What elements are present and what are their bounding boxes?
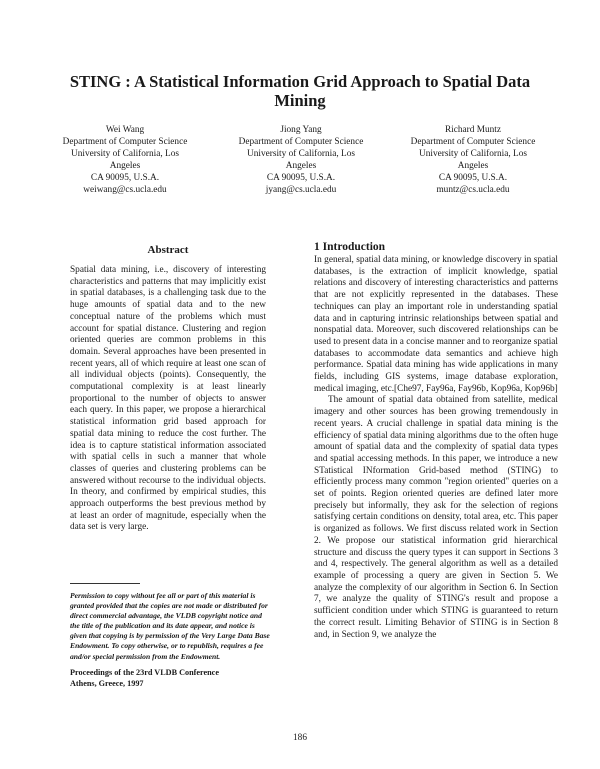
introduction-body — [314, 255, 558, 641]
footnote-divider — [70, 583, 140, 584]
proceedings-location: Athens, Greece, 1997 — [70, 679, 144, 688]
author-zip: CA 90095, U.S.A. — [438, 173, 508, 183]
author-department: Department of Computer Science — [238, 137, 364, 147]
author-city: Angeles — [457, 161, 489, 171]
author-university: University of California, Los — [71, 149, 179, 159]
author-department: Department of Computer Science — [62, 137, 188, 147]
paper-title: STING : A Statistical Information Grid Approach to Spatial Data Mining — [69, 72, 531, 110]
author-university: University of California, Los — [419, 149, 527, 159]
proceedings-info — [70, 667, 270, 689]
author-block-2 — [216, 124, 386, 196]
author-name: Jiong Yang — [280, 125, 322, 135]
page-number: 186 — [293, 733, 307, 743]
section-heading-introduction: 1 Introduction — [314, 241, 386, 253]
author-name: Wei Wang — [105, 125, 145, 135]
author-city: Angeles — [285, 161, 317, 171]
proceedings-line: Proceedings of the 23rd VLDB Conference — [70, 668, 219, 677]
author-email: muntz@cs.ucla.edu — [436, 185, 510, 195]
author-zip: CA 90095, U.S.A. — [266, 173, 336, 183]
author-block-3 — [388, 124, 558, 196]
author-email: weiwang@cs.ucla.edu — [83, 185, 167, 195]
author-zip: CA 90095, U.S.A. — [90, 173, 160, 183]
paragraph: In general, spatial data mining, or knowledge discovery in spatial databases, is the extraction of implicit knowledge, spatial relations and discovery of interesting characteristics and patterns that are not explicitly represented in the databases. These techniques can play an important role in understanding spatial data and in capturing intrinsic relationships between spatial and nonspatial data. Moreover, such discovered relationships can be used to present data in a concise manner and to reorganize spatial databases to accommodate data semantics and achieve high performance. Spatial data mining has wide applications in many fields, including GIS systems, image database exploration, medical imaging, etc.[Che97, Fay96a, Fay96b, Kop96a, Kop96b] — [314, 255, 558, 394]
author-university: University of California, Los — [247, 149, 355, 159]
permission-notice: Permission to copy without fee all or part of this material is granted provided that the copies are not made or distributed for direct commercial advantage, the VLDB copyright notice and the title of the publication and its date appear, and notice is given that copying is by permission of the Very Large Data Base Endowment. To copy otherwise, or to republish, requires a fee and/or special permission from the Endowment. — [70, 591, 270, 661]
author-block-1 — [40, 124, 210, 196]
author-email: jyang@cs.ucla.edu — [265, 185, 337, 195]
author-name: Richard Muntz — [444, 125, 502, 135]
abstract-heading: Abstract — [147, 244, 189, 256]
author-department: Department of Computer Science — [410, 137, 536, 147]
author-city: Angeles — [109, 161, 141, 171]
paragraph: The amount of spatial data obtained from satellite, medical imagery and other sources has been growing tremendously in recent years. A crucial challenge in spatial data mining is the efficiency of spatial data mining algorithms due to the often huge amount of spatial data and the complexity of spatial data types and spatial accessing methods. In this paper, we introduce a new STatistical INformation Grid-based method (STING) to efficiently process many common "region oriented" queries on a set of points. Region oriented queries are defined later more precisely but informally, they ask for the selection of regions satisfying certain conditions on density, total area, etc. This paper is organized as follows. We first discuss related work in Section 2. We propose our statistical information grid hierarchical structure and discuss the query types it can support in Sections 3 and 4, respectively. The general algorithm as well as a detailed example of processing a query are given in Section 5. We analyze the complexity of our algorithm in Section 6. In Section 7, we analyze the quality of STING's result and propose a sufficient condition under which STING is guaranteed to return the correct result. Limiting Behavior of STING is in Section 8 and, in Section 9, we analyze the — [314, 395, 558, 640]
abstract-text: Spatial data mining, i.e., discovery of interesting characteristics and patterns that may implicitly exist in spatial databases, is a challenging task due to the huge amounts of spatial data and to the new conceptual nature of the problems which must account for spatial distance. Clustering and region oriented queries are common problems in this domain. Several approaches have been presented in recent years, all of which require at least one scan of all individual objects (points). Consequently, the computational complexity is at least linearly proportional to the number of objects to answer each query. In this paper, we propose a hierarchical statistical information grid based approach for spatial data mining to reduce the cost further. The idea is to capture statistical information associated with spatial cells in such a manner that whole classes of queries and clustering problems can be answered without recourse to the individual objects. In theory, and confirmed by empirical studies, this approach outperforms the best previous method by at least an order of magnitude, especially when the data set is very large. — [70, 265, 266, 533]
